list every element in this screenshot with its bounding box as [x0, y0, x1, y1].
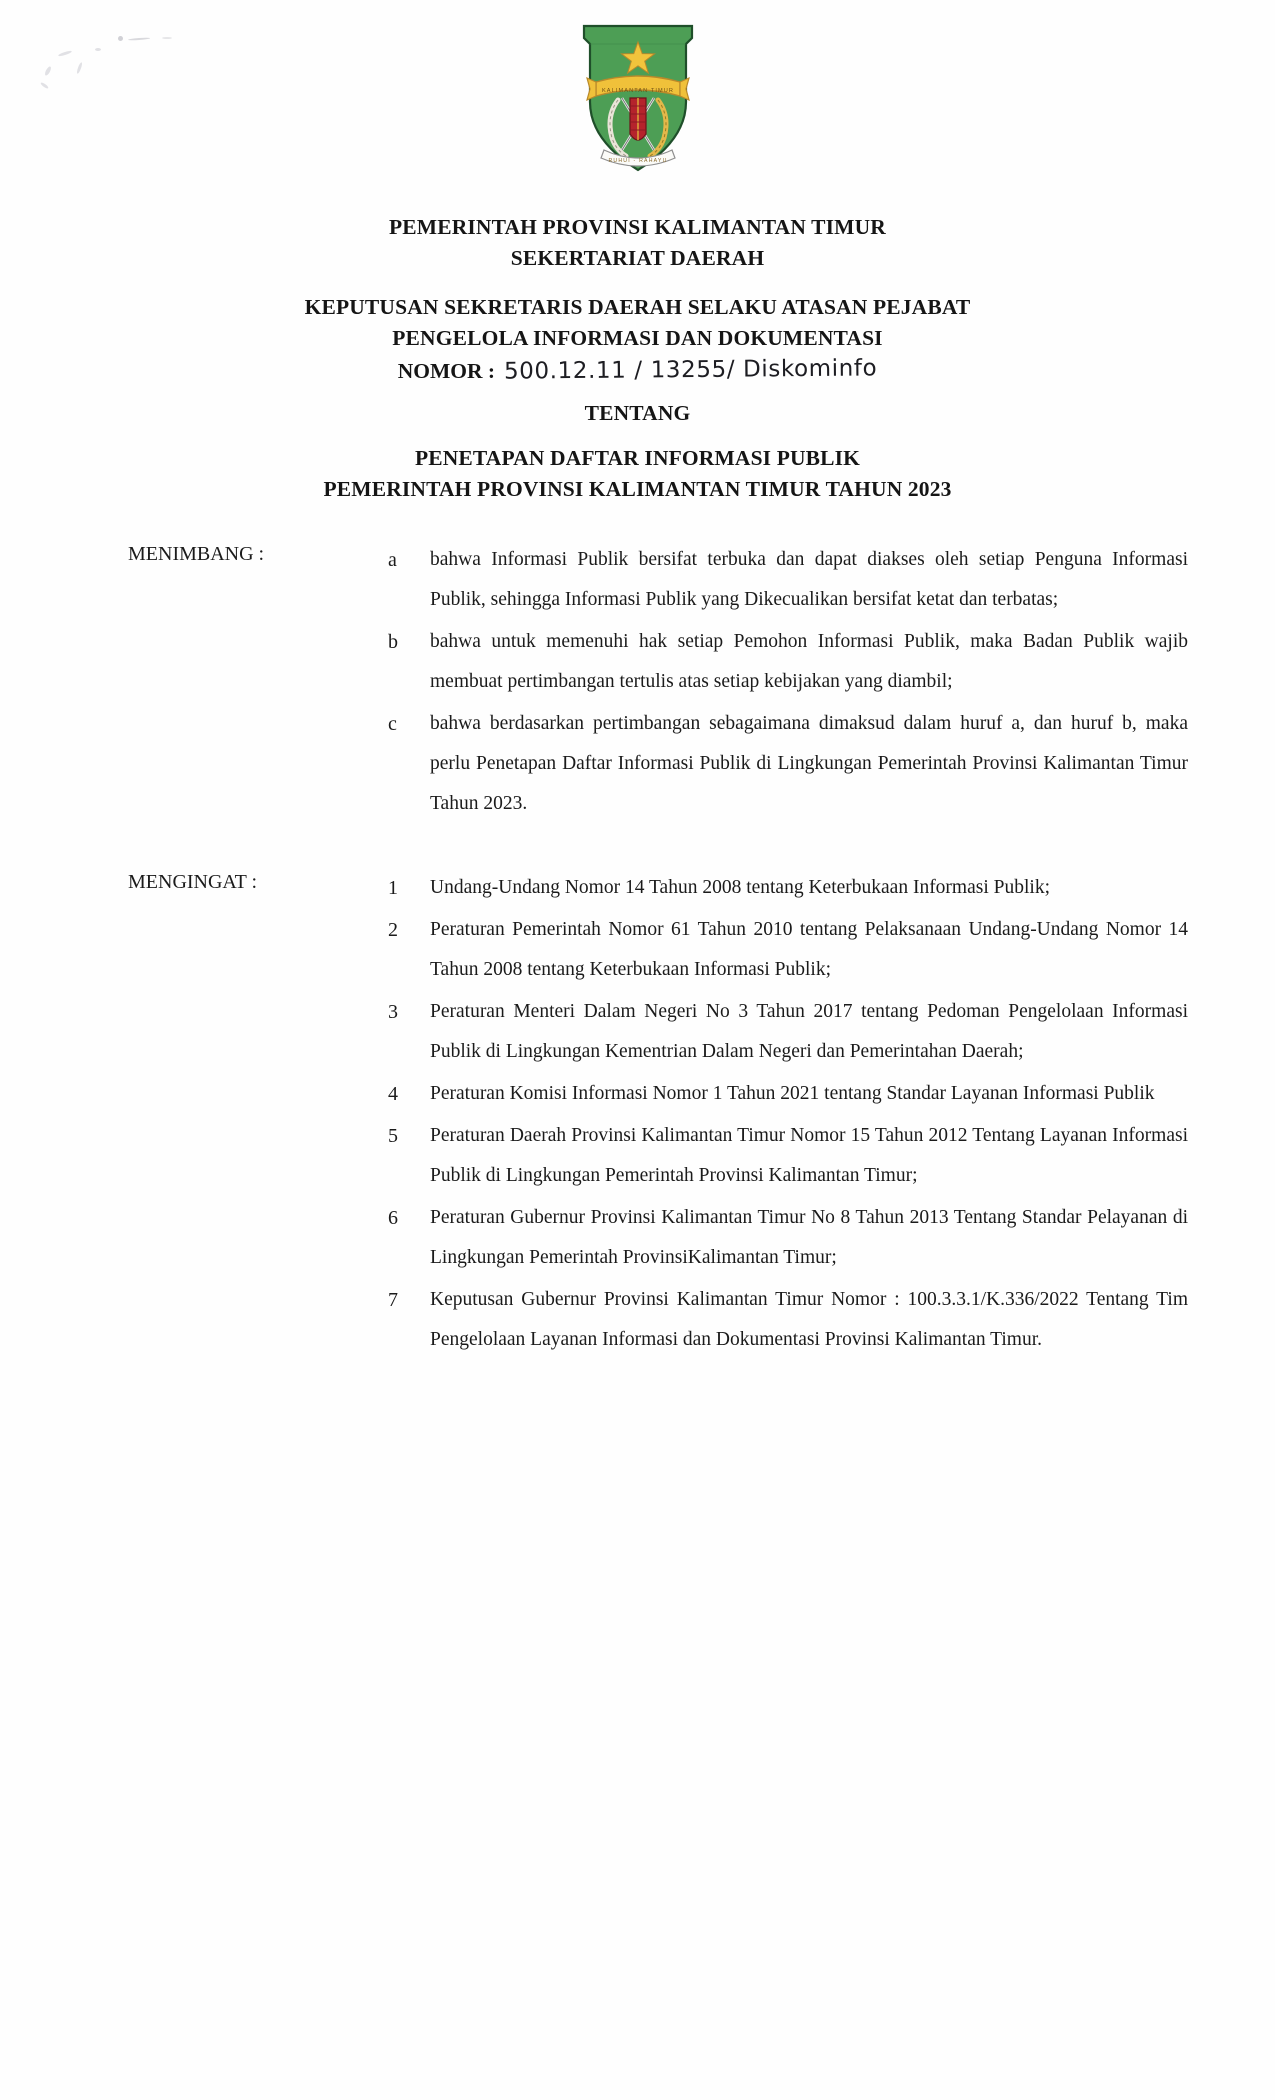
mengingat-item: [388, 1074, 1188, 1114]
item-text: Keputusan Gubernur Provinsi Kalimantan Timur Nomor : 100.3.3.1/K.336/2022 Tentang Tim Pengelolaan Layanan Informasi dan Dokumentasi Provinsi Kalimantan Timur.: [430, 1289, 1188, 1350]
header-line-decree-title-2: PENGELOLA INFORMASI DAN DOKUMENTASI: [392, 326, 883, 350]
item-marker: 2: [388, 919, 398, 941]
mengingat-item: [388, 992, 1188, 1072]
mengingat-item: [388, 868, 1188, 908]
mengingat-item: [388, 1198, 1188, 1278]
mengingat-section: [0, 868, 1275, 1362]
item-text: bahwa Informasi Publik bersifat terbuka dan dapat diakses oleh setiap Penguna Informasi Publik, sehingga Informasi Publik yang Dikecualikan bersifat ketat dan terbatas;: [430, 549, 1188, 610]
item-text: Peraturan Komisi Informasi Nomor 1 Tahun 2021 tentang Standar Layanan Informasi Publik: [430, 1083, 1155, 1104]
header-subject-line-1: PENETAPAN DAFTAR INFORMASI PUBLIK: [414, 446, 861, 470]
mengingat-items: [388, 868, 1188, 1360]
item-text: bahwa berdasarkan pertimbangan sebagaimana dimaksud dalam huruf a, dan huruf b, maka perlu Penetapan Daftar Informasi Publik di Lingkungan Pemerintah Provinsi Kalimantan Timur Tahun 2023.: [430, 713, 1188, 814]
document-header: [0, 212, 1275, 505]
svg-text:RUHUI - RAHAYU: RUHUI - RAHAYU: [607, 158, 668, 164]
item-marker: a: [388, 549, 397, 571]
menimbang-item: [388, 704, 1188, 824]
item-marker: 3: [388, 1001, 398, 1023]
svg-text:KALIMANTAN TIMUR: KALIMANTAN TIMUR: [601, 88, 674, 94]
mengingat-item: [388, 1116, 1188, 1196]
item-marker: 4: [388, 1083, 398, 1105]
mengingat-item: [388, 910, 1188, 990]
item-marker: 6: [388, 1207, 398, 1229]
menimbang-item: [388, 622, 1188, 702]
header-subject-line-2: PEMERINTAH PROVINSI KALIMANTAN TIMUR TAHUN 2023: [323, 477, 952, 501]
menimbang-section: [0, 540, 1275, 826]
item-text: Peraturan Daerah Provinsi Kalimantan Timur Nomor 15 Tahun 2012 Tentang Layanan Informasi Publik di Lingkungan Pemerintah Provinsi Kalimantan Timur;: [430, 1125, 1188, 1186]
emblem-container: [0, 22, 1275, 174]
header-line-government: PEMERINTAH PROVINSI KALIMANTAN TIMUR: [389, 215, 886, 239]
nomor-label: NOMOR :: [397, 359, 496, 383]
menimbang-item: [388, 540, 1188, 620]
mengingat-label: MENGINGAT :: [128, 871, 258, 893]
header-tentang: TENTANG: [584, 401, 691, 425]
kalimantan-timur-emblem-icon: [574, 22, 702, 174]
item-marker: b: [388, 631, 398, 653]
item-marker: 7: [388, 1289, 398, 1311]
item-marker: 5: [388, 1125, 398, 1147]
decree-number-row: [0, 355, 1275, 385]
item-text: Peraturan Menteri Dalam Negeri No 3 Tahun 2017 tentang Pedoman Pengelolaan Informasi Publik di Lingkungan Kementrian Dalam Negeri dan Pemerintahan Daerah;: [430, 1001, 1188, 1062]
mengingat-item: [388, 1280, 1188, 1360]
item-text: Peraturan Gubernur Provinsi Kalimantan Timur No 8 Tahun 2013 Tentang Standar Pelayanan di Lingkungan Pemerintah ProvinsiKalimantan Timur;: [430, 1207, 1188, 1268]
item-text: Peraturan Pemerintah Nomor 61 Tahun 2010 tentang Pelaksanaan Undang-Undang Nomor 14 Tahun 2008 tentang Keterbukaan Informasi Publik;: [430, 919, 1188, 980]
item-text: bahwa untuk memenuhi hak setiap Pemohon Informasi Publik, maka Badan Publik wajib membuat pertimbangan tertulis atas setiap kebijakan yang diambil;: [430, 631, 1188, 692]
header-line-secretariat: SEKERTARIAT DAERAH: [510, 246, 765, 270]
nomor-handwritten-value: 500.12.11 / 13255/ Diskominfo: [503, 355, 878, 385]
item-marker: 1: [388, 877, 398, 899]
header-line-decree-title-1: KEPUTUSAN SEKRETARIS DAERAH SELAKU ATASAN PEJABAT: [304, 295, 971, 319]
menimbang-items: [388, 540, 1188, 824]
item-text: Undang-Undang Nomor 14 Tahun 2008 tentang Keterbukaan Informasi Publik;: [430, 877, 1050, 898]
menimbang-label: MENIMBANG :: [128, 543, 265, 565]
item-marker: c: [388, 713, 397, 735]
